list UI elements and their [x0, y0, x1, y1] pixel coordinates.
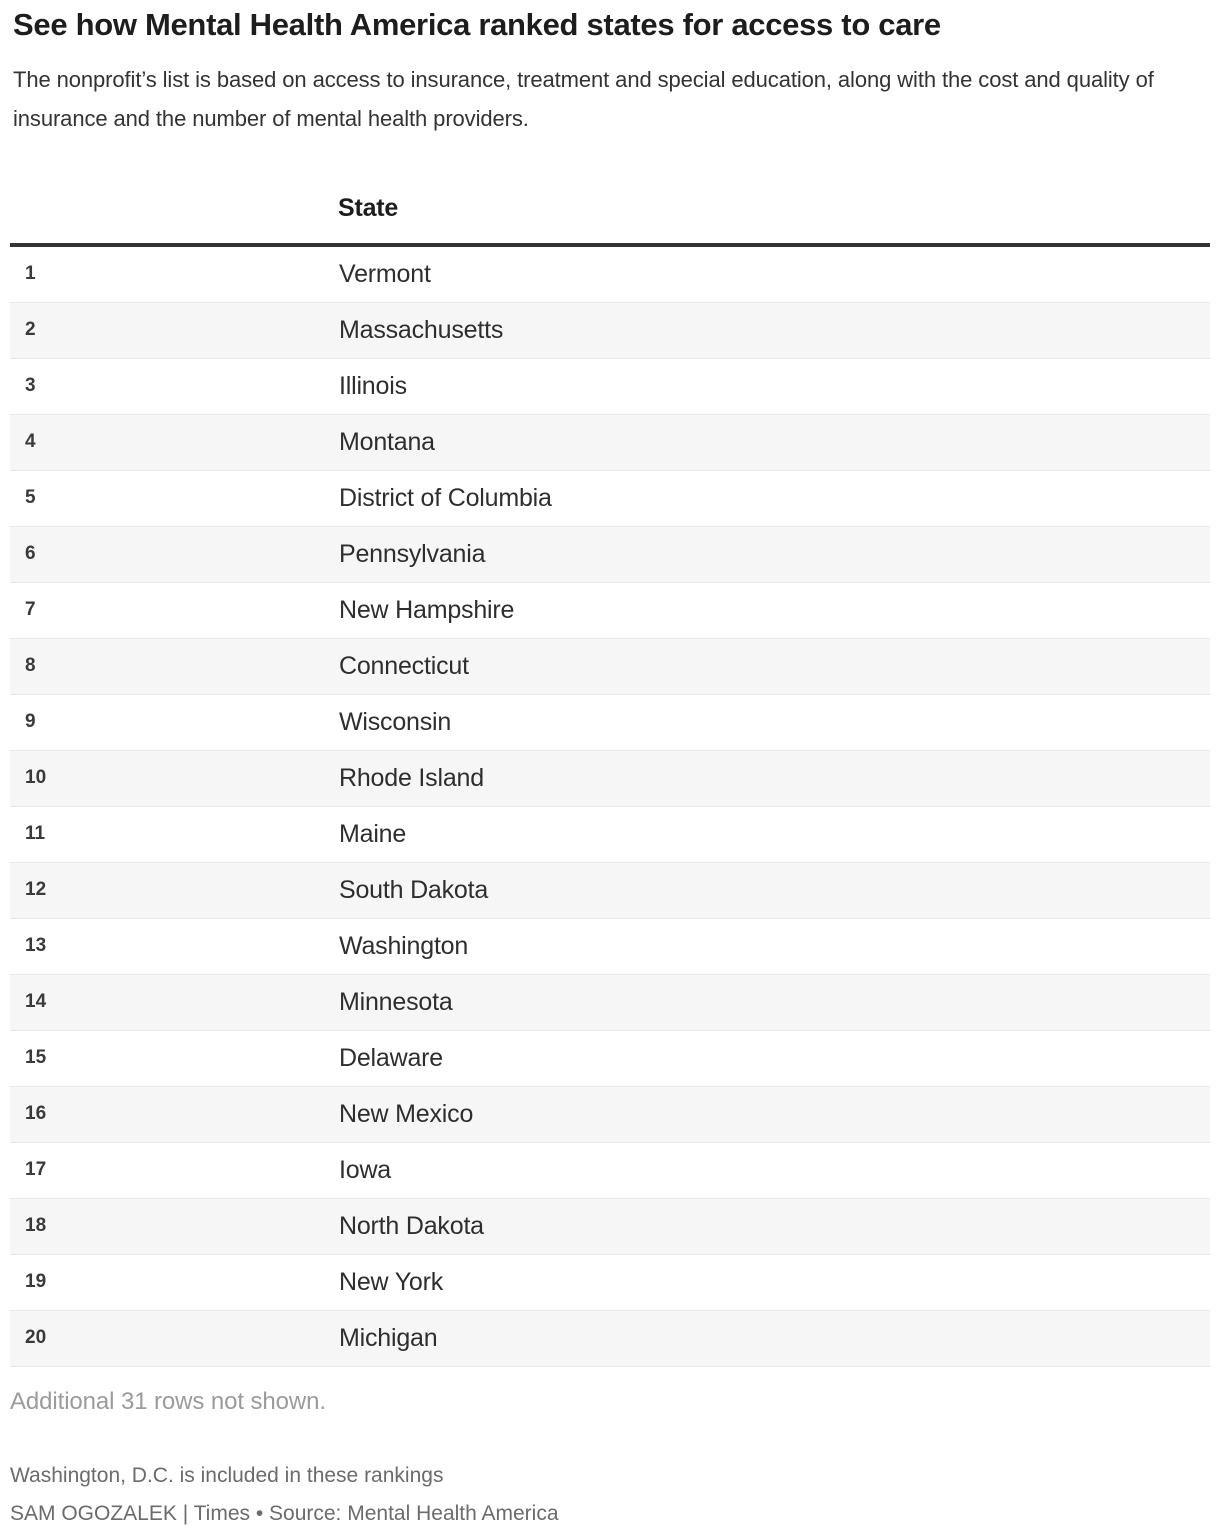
rank-cell: 17 [10, 1142, 338, 1198]
table-row [10, 750, 1210, 806]
table-row [10, 1142, 1210, 1198]
state-cell: Massachusetts [338, 302, 1210, 358]
state-column-header: State [338, 184, 1210, 245]
table-row [10, 245, 1210, 303]
state-cell: Rhode Island [338, 750, 1210, 806]
state-cell: Iowa [338, 1142, 1210, 1198]
table-row [10, 470, 1210, 526]
table-row [10, 1198, 1210, 1254]
truncation-note: Additional 31 rows not shown. [10, 1387, 326, 1415]
rankings-table [10, 184, 1210, 1367]
table-row [10, 694, 1210, 750]
rankings-table-body [10, 245, 1210, 1367]
table-row [10, 1030, 1210, 1086]
rank-cell: 6 [10, 526, 338, 582]
rank-cell: 14 [10, 974, 338, 1030]
table-row [10, 1086, 1210, 1142]
rank-cell: 16 [10, 1086, 338, 1142]
state-cell: Pennsylvania [338, 526, 1210, 582]
table-row [10, 918, 1210, 974]
table-row [10, 582, 1210, 638]
footer [10, 1457, 1207, 1533]
rank-cell: 5 [10, 470, 338, 526]
rank-cell: 8 [10, 638, 338, 694]
state-cell: Michigan [338, 1310, 1210, 1366]
state-cell: Wisconsin [338, 694, 1210, 750]
rank-cell: 2 [10, 302, 338, 358]
rank-cell: 18 [10, 1198, 338, 1254]
page-title: See how Mental Health America ranked states for access to care [13, 7, 941, 42]
state-cell: New Mexico [338, 1086, 1210, 1142]
rank-cell: 13 [10, 918, 338, 974]
table-row [10, 806, 1210, 862]
rank-cell: 10 [10, 750, 338, 806]
table-row [10, 358, 1210, 414]
table-row [10, 638, 1210, 694]
table-row [10, 974, 1210, 1030]
table-row [10, 526, 1210, 582]
state-cell: North Dakota [338, 1198, 1210, 1254]
page-subtitle: The nonprofit’s list is based on access to insurance, treatment and special education, along with the cost and quality of insurance and the number of mental health providers. [13, 66, 1154, 131]
table-row [10, 302, 1210, 358]
rank-cell: 11 [10, 806, 338, 862]
table-row [10, 1254, 1210, 1310]
rank-cell: 9 [10, 694, 338, 750]
state-cell: District of Columbia [338, 470, 1210, 526]
state-cell: Delaware [338, 1030, 1210, 1086]
rank-cell: 4 [10, 414, 338, 470]
state-cell: Illinois [338, 358, 1210, 414]
rank-cell: 3 [10, 358, 338, 414]
state-cell: New Hampshire [338, 582, 1210, 638]
rank-cell: 12 [10, 862, 338, 918]
rank-cell: 20 [10, 1310, 338, 1366]
state-cell: Connecticut [338, 638, 1210, 694]
table-row [10, 862, 1210, 918]
rankings-table-header [10, 184, 1210, 245]
dc-note: Washington, D.C. is included in these rankings [10, 1463, 444, 1487]
table-row [10, 414, 1210, 470]
state-cell: South Dakota [338, 862, 1210, 918]
table-row [10, 1310, 1210, 1366]
state-cell: Minnesota [338, 974, 1210, 1030]
header-row [10, 184, 1210, 245]
rank-cell: 1 [10, 245, 338, 303]
rank-column-header [10, 184, 338, 245]
rank-cell: 19 [10, 1254, 338, 1310]
state-cell: Vermont [338, 245, 1210, 303]
rank-cell: 7 [10, 582, 338, 638]
state-cell: New York [338, 1254, 1210, 1310]
rank-cell: 15 [10, 1030, 338, 1086]
state-cell: Washington [338, 918, 1210, 974]
state-cell: Montana [338, 414, 1210, 470]
state-cell: Maine [338, 806, 1210, 862]
byline-source: SAM OGOZALEK | Times • Source: Mental Health America [10, 1501, 559, 1525]
